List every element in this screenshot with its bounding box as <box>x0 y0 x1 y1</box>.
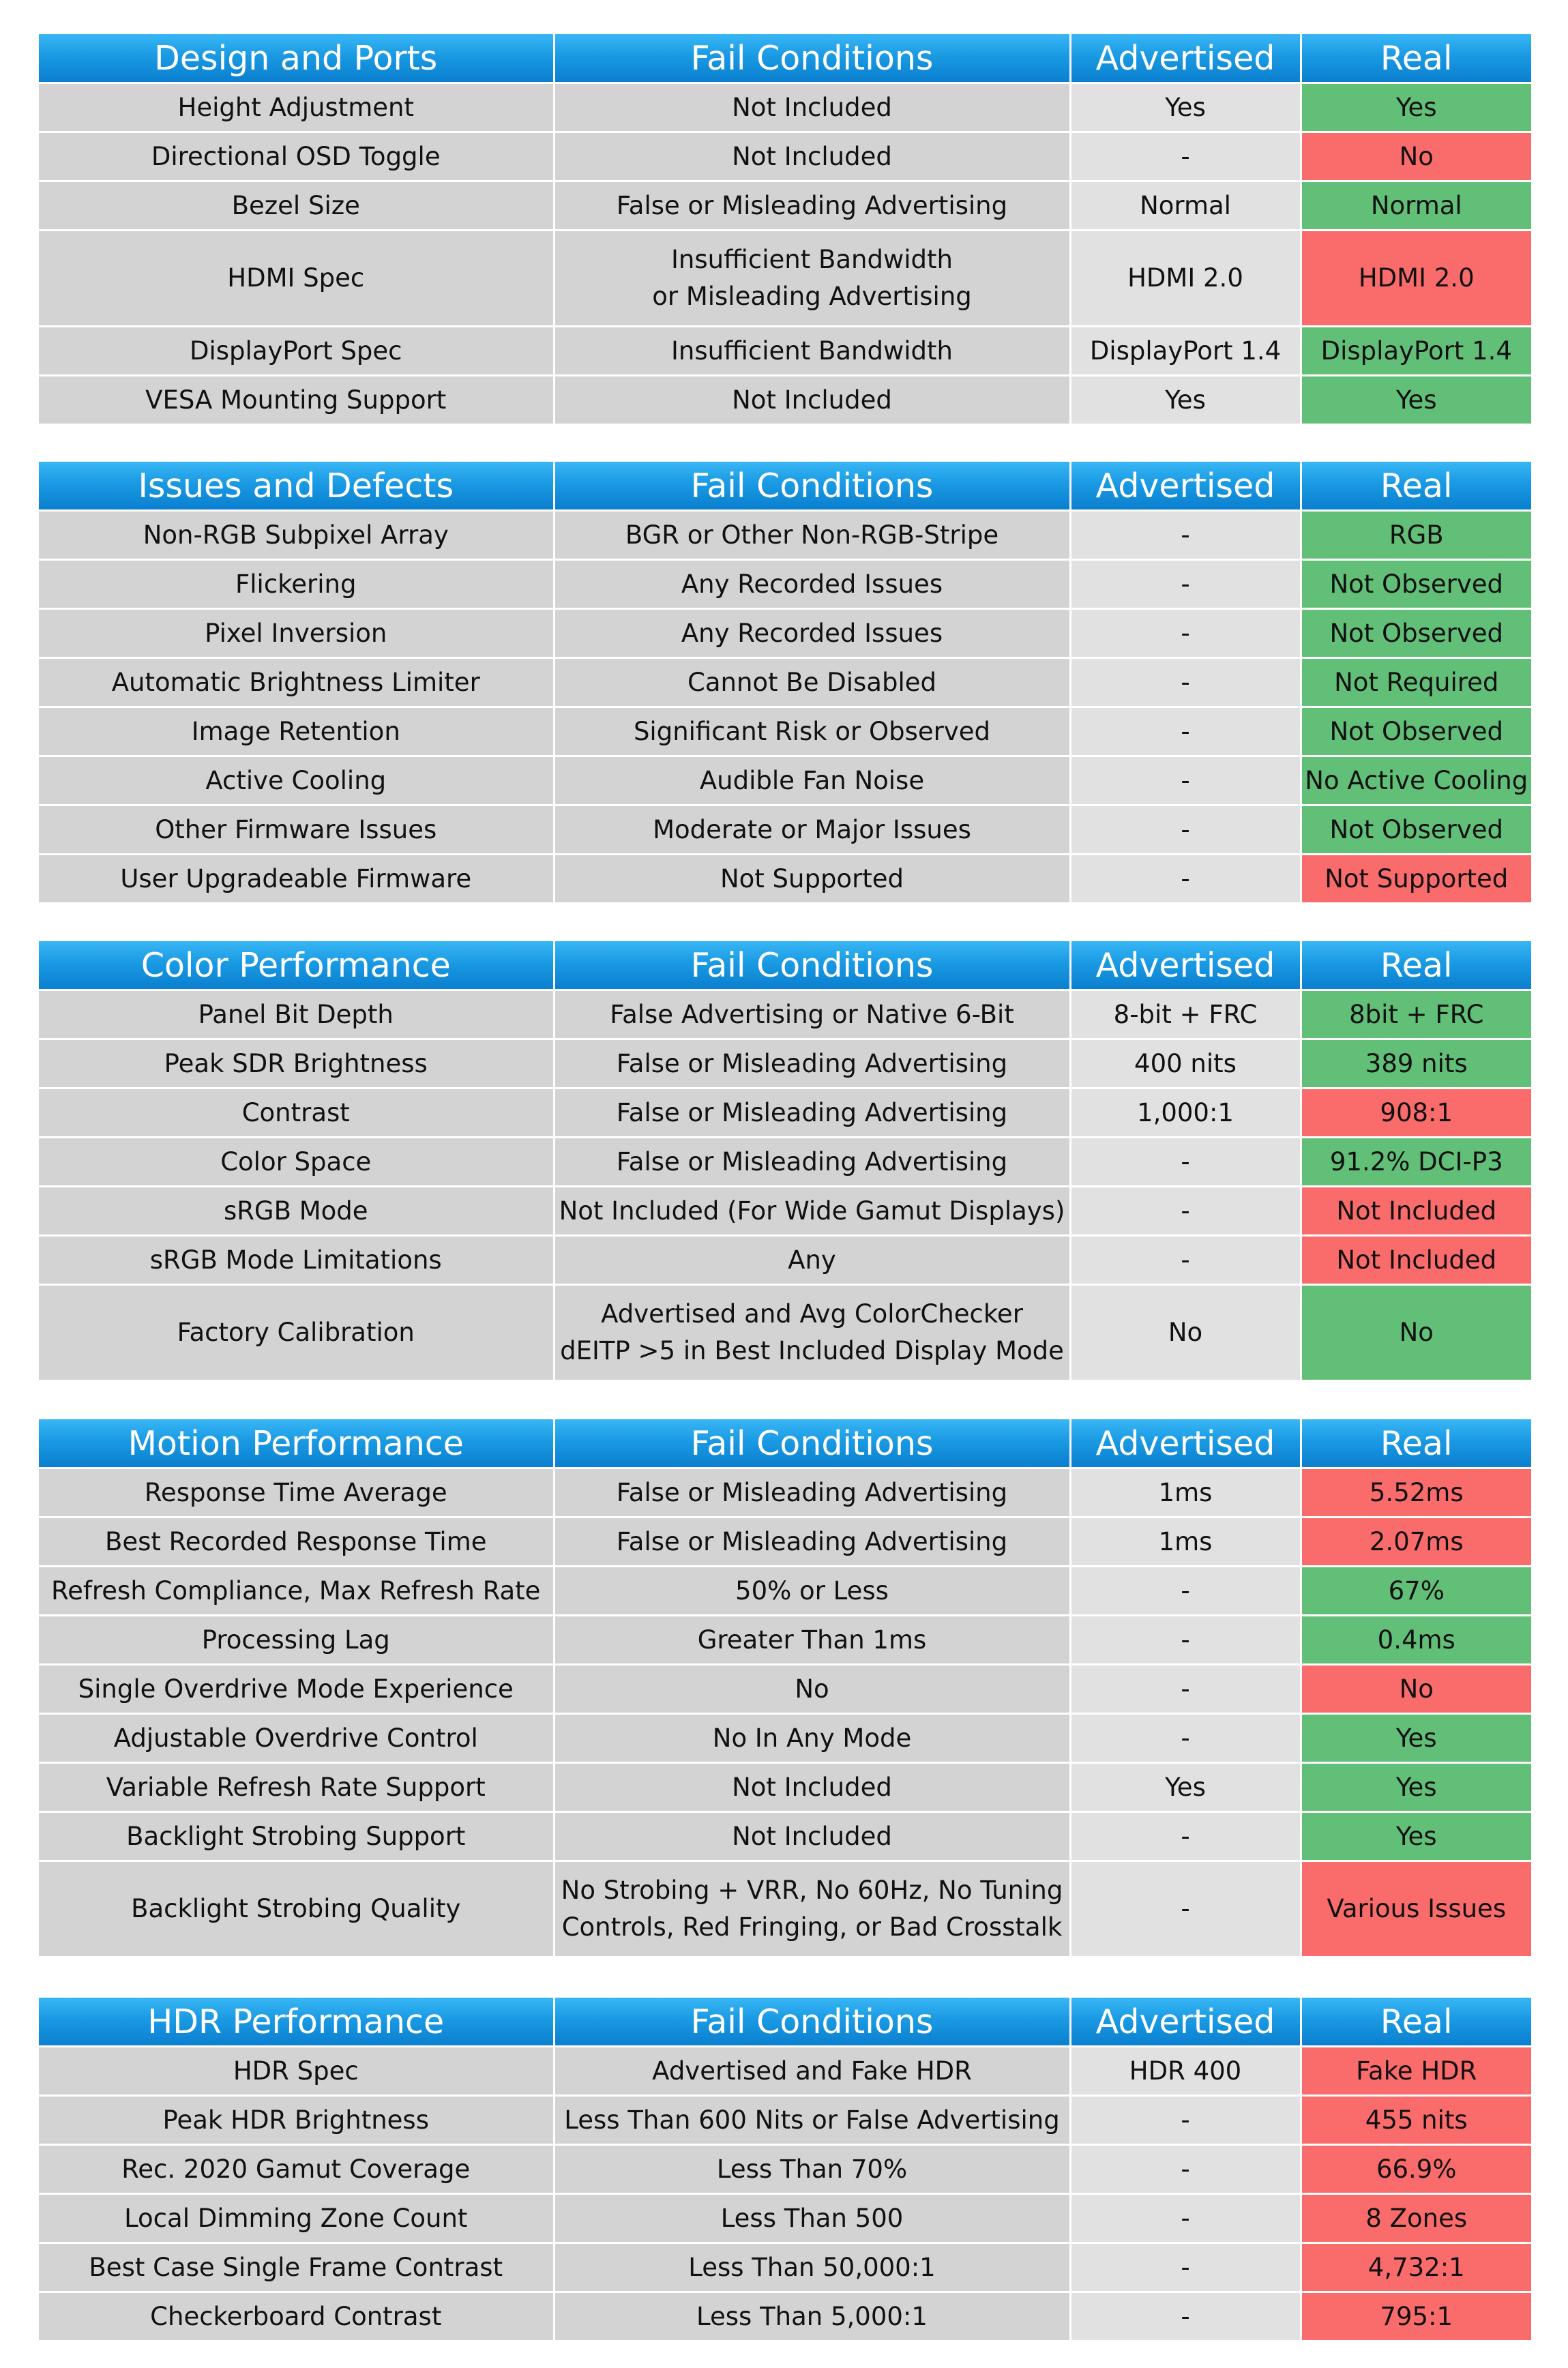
table-row <box>39 756 1531 805</box>
advertised-cell: - <box>1070 1616 1301 1665</box>
comparison-table <box>39 1419 1531 1956</box>
advertised-cell: - <box>1070 1236 1301 1285</box>
comparison-table <box>39 462 1531 902</box>
section-title: Issues and Defects <box>39 462 554 511</box>
table-row <box>39 511 1531 560</box>
advertised-cell: - <box>1070 1567 1301 1616</box>
fail-conditions-cell <box>554 990 1070 1039</box>
advertised-cell: 8-bit + FRC <box>1070 990 1301 1039</box>
fail-conditions-cell <box>554 1616 1070 1665</box>
section-issues-and-defects <box>39 462 1531 902</box>
advertised-header: Advertised <box>1070 1419 1301 1468</box>
fail-condition-line: Advertised and Fake HDR <box>652 2056 972 2086</box>
real-cell: 8 Zones <box>1301 2194 1531 2243</box>
advertised-cell: DisplayPort 1.4 <box>1070 327 1301 376</box>
fail-conditions-cell <box>554 1039 1070 1089</box>
advertised-cell: - <box>1070 1187 1301 1236</box>
feature-cell: VESA Mounting Support <box>39 376 554 424</box>
feature-cell: Other Firmware Issues <box>39 805 554 855</box>
fail-conditions-cell <box>554 707 1070 756</box>
real-cell: 908:1 <box>1301 1089 1531 1138</box>
header-row <box>39 34 1531 83</box>
fail-conditions-header: Fail Conditions <box>554 462 1070 511</box>
real-cell: No <box>1301 1665 1531 1714</box>
advertised-cell: - <box>1070 2096 1301 2145</box>
advertised-cell: - <box>1070 132 1301 181</box>
real-cell: 795:1 <box>1301 2292 1531 2341</box>
table-row <box>39 1812 1531 1861</box>
fail-condition-line: Less Than 600 Nits or False Advertising <box>564 2105 1060 2135</box>
real-cell: RGB <box>1301 511 1531 560</box>
fail-condition-line: Not Included <box>732 92 892 122</box>
advertised-cell: - <box>1070 1714 1301 1763</box>
fail-condition-line: Audible Fan Noise <box>699 765 925 795</box>
real-header: Real <box>1301 34 1531 83</box>
feature-cell: Directional OSD Toggle <box>39 132 554 181</box>
fail-conditions-cell <box>554 1285 1070 1380</box>
real-cell: HDMI 2.0 <box>1301 231 1531 327</box>
fail-conditions-cell <box>554 2194 1070 2243</box>
advertised-header: Advertised <box>1070 941 1301 990</box>
header-row <box>39 1419 1531 1468</box>
table-row <box>39 990 1531 1039</box>
advertised-header: Advertised <box>1070 462 1301 511</box>
advertised-cell: 400 nits <box>1070 1039 1301 1089</box>
real-cell: No <box>1301 1285 1531 1380</box>
fail-condition-line: Less Than 500 <box>720 2203 904 2233</box>
table-row <box>39 805 1531 855</box>
table-row <box>39 132 1531 181</box>
fail-conditions-cell <box>554 83 1070 132</box>
table-row <box>39 327 1531 376</box>
fail-condition-line: False or Misleading Advertising <box>616 1526 1008 1556</box>
feature-cell: Best Case Single Frame Contrast <box>39 2243 554 2292</box>
fail-condition-line: Greater Than 1ms <box>697 1625 927 1655</box>
table-row <box>39 83 1531 132</box>
feature-cell: Peak HDR Brightness <box>39 2096 554 2145</box>
fail-conditions-cell <box>554 1763 1070 1812</box>
table-row <box>39 2194 1531 2243</box>
header-row <box>39 462 1531 511</box>
feature-cell: Contrast <box>39 1089 554 1138</box>
comparison-table <box>39 34 1531 424</box>
fail-condition-line: No Strobing + VRR, No 60Hz, No Tuning <box>561 1876 1063 1906</box>
real-cell: 455 nits <box>1301 2096 1531 2145</box>
fail-condition-line: False or Misleading Advertising <box>616 1146 1008 1176</box>
advertised-cell: - <box>1070 1861 1301 1957</box>
advertised-cell: 1ms <box>1070 1518 1301 1567</box>
real-cell: No <box>1301 132 1531 181</box>
feature-cell: Best Recorded Response Time <box>39 1518 554 1567</box>
fail-condition-line: Cannot Be Disabled <box>687 667 936 697</box>
fail-conditions-cell <box>554 1665 1070 1714</box>
feature-cell: Peak SDR Brightness <box>39 1039 554 1089</box>
table-row <box>39 1763 1531 1812</box>
table-row <box>39 2047 1531 2096</box>
feature-cell: Non-RGB Subpixel Array <box>39 511 554 560</box>
section-motion-performance <box>39 1419 1531 1956</box>
advertised-cell: Yes <box>1070 1763 1301 1812</box>
real-cell: 2.07ms <box>1301 1518 1531 1567</box>
section-design-and-ports <box>39 34 1531 424</box>
fail-conditions-cell <box>554 1236 1070 1285</box>
advertised-cell: No <box>1070 1285 1301 1380</box>
advertised-cell: - <box>1070 560 1301 609</box>
feature-cell: Refresh Compliance, Max Refresh Rate <box>39 1567 554 1616</box>
table-row <box>39 707 1531 756</box>
section-title: Motion Performance <box>39 1419 554 1468</box>
table-row <box>39 2243 1531 2292</box>
fail-conditions-cell <box>554 756 1070 805</box>
advertised-header: Advertised <box>1070 34 1301 83</box>
fail-conditions-cell <box>554 1812 1070 1861</box>
fail-condition-line: False Advertising or Native 6-Bit <box>610 999 1014 1029</box>
fail-conditions-cell <box>554 2145 1070 2194</box>
table-row <box>39 181 1531 231</box>
fail-condition-line: Any Recorded Issues <box>681 618 943 648</box>
fail-conditions-cell <box>554 1518 1070 1567</box>
fail-condition-line: False or Misleading Advertising <box>616 1477 1008 1507</box>
table-row <box>39 1187 1531 1236</box>
table-row <box>39 1567 1531 1616</box>
comparison-table <box>39 941 1531 1380</box>
table-row <box>39 1285 1531 1380</box>
table-row <box>39 376 1531 424</box>
feature-cell: Single Overdrive Mode Experience <box>39 1665 554 1714</box>
table-row <box>39 2145 1531 2194</box>
fail-condition-line: Insufficient Bandwidth <box>671 245 953 275</box>
advertised-cell: Yes <box>1070 83 1301 132</box>
table-row <box>39 609 1531 658</box>
real-cell: 91.2% DCI-P3 <box>1301 1138 1531 1187</box>
fail-condition-line: Insufficient Bandwidth <box>671 336 953 366</box>
real-header: Real <box>1301 1419 1531 1468</box>
feature-cell: Image Retention <box>39 707 554 756</box>
fail-condition-line: False or Misleading Advertising <box>616 1048 1008 1078</box>
real-cell: 5.52ms <box>1301 1468 1531 1518</box>
fail-conditions-cell <box>554 376 1070 424</box>
feature-cell: Variable Refresh Rate Support <box>39 1763 554 1812</box>
fail-condition-line: Controls, Red Fringing, or Bad Crosstalk <box>561 1912 1063 1942</box>
fail-conditions-cell <box>554 855 1070 903</box>
fail-conditions-cell <box>554 560 1070 609</box>
fail-conditions-cell <box>554 609 1070 658</box>
fail-condition-line: Any Recorded Issues <box>681 569 943 599</box>
fail-conditions-cell <box>554 1567 1070 1616</box>
feature-cell: Backlight Strobing Support <box>39 1812 554 1861</box>
advertised-header: Advertised <box>1070 1998 1301 2047</box>
table-row <box>39 1468 1531 1518</box>
advertised-cell: - <box>1070 2145 1301 2194</box>
fail-conditions-cell <box>554 1714 1070 1763</box>
advertised-cell: - <box>1070 658 1301 707</box>
feature-cell: Automatic Brightness Limiter <box>39 658 554 707</box>
fail-condition-line: Advertised and Avg ColorChecker <box>601 1299 1023 1329</box>
section-title: HDR Performance <box>39 1998 554 2047</box>
table-row <box>39 1714 1531 1763</box>
table-row <box>39 1861 1531 1957</box>
fail-conditions-cell <box>554 2047 1070 2096</box>
table-row <box>39 1616 1531 1665</box>
feature-cell: Local Dimming Zone Count <box>39 2194 554 2243</box>
real-cell: 389 nits <box>1301 1039 1531 1089</box>
real-cell: Various Issues <box>1301 1861 1531 1957</box>
advertised-cell: Normal <box>1070 181 1301 231</box>
fail-conditions-header: Fail Conditions <box>554 34 1070 83</box>
real-cell: Fake HDR <box>1301 2047 1531 2096</box>
fail-condition-line: Moderate or Major Issues <box>653 814 971 844</box>
real-cell: Not Observed <box>1301 707 1531 756</box>
feature-cell: Panel Bit Depth <box>39 990 554 1039</box>
fail-conditions-cell <box>554 327 1070 376</box>
real-cell: Not Included <box>1301 1187 1531 1236</box>
section-title: Color Performance <box>39 941 554 990</box>
advertised-cell: 1ms <box>1070 1468 1301 1518</box>
real-cell: Not Supported <box>1301 855 1531 903</box>
table-row <box>39 2292 1531 2341</box>
fail-conditions-cell <box>554 658 1070 707</box>
fail-condition-line: False or Misleading Advertising <box>616 1097 1008 1127</box>
feature-cell: Adjustable Overdrive Control <box>39 1714 554 1763</box>
table-row <box>39 1665 1531 1714</box>
advertised-cell: - <box>1070 756 1301 805</box>
header-row <box>39 941 1531 990</box>
fail-conditions-cell <box>554 132 1070 181</box>
real-header: Real <box>1301 941 1531 990</box>
fail-conditions-header: Fail Conditions <box>554 1998 1070 2047</box>
advertised-cell: HDR 400 <box>1070 2047 1301 2096</box>
real-cell: 0.4ms <box>1301 1616 1531 1665</box>
fail-conditions-cell <box>554 2243 1070 2292</box>
feature-cell: Bezel Size <box>39 181 554 231</box>
table-row <box>39 1138 1531 1187</box>
real-cell: 67% <box>1301 1567 1531 1616</box>
real-cell: DisplayPort 1.4 <box>1301 327 1531 376</box>
fail-conditions-cell <box>554 1187 1070 1236</box>
fail-condition-line: Not Included <box>732 141 892 171</box>
fail-conditions-header: Fail Conditions <box>554 941 1070 990</box>
section-title: Design and Ports <box>39 34 554 83</box>
feature-cell: Height Adjustment <box>39 83 554 132</box>
fail-condition-line: Significant Risk or Observed <box>633 716 991 746</box>
feature-cell: DisplayPort Spec <box>39 327 554 376</box>
fail-conditions-cell <box>554 805 1070 855</box>
real-header: Real <box>1301 462 1531 511</box>
advertised-cell: - <box>1070 2292 1301 2341</box>
fail-condition-line: 50% or Less <box>735 1575 889 1605</box>
real-cell: Not Observed <box>1301 609 1531 658</box>
fail-condition-line: Not Included <box>732 385 892 415</box>
real-cell: Normal <box>1301 181 1531 231</box>
feature-cell: Pixel Inversion <box>39 609 554 658</box>
fail-conditions-cell <box>554 1138 1070 1187</box>
real-cell: 8bit + FRC <box>1301 990 1531 1039</box>
advertised-cell: - <box>1070 805 1301 855</box>
fail-condition-line: Less Than 70% <box>716 2154 908 2184</box>
fail-conditions-cell <box>554 511 1070 560</box>
real-cell: Not Observed <box>1301 805 1531 855</box>
advertised-cell: - <box>1070 1812 1301 1861</box>
feature-cell: User Upgradeable Firmware <box>39 855 554 903</box>
table-row <box>39 560 1531 609</box>
feature-cell: Processing Lag <box>39 1616 554 1665</box>
advertised-cell: - <box>1070 855 1301 903</box>
table-row <box>39 1039 1531 1089</box>
table-row <box>39 658 1531 707</box>
advertised-cell: 1,000:1 <box>1070 1089 1301 1138</box>
fail-condition-line: Not Included <box>732 1772 892 1802</box>
feature-cell: Rec. 2020 Gamut Coverage <box>39 2145 554 2194</box>
real-cell: Yes <box>1301 1714 1531 1763</box>
feature-cell: Factory Calibration <box>39 1285 554 1380</box>
advertised-cell: - <box>1070 1138 1301 1187</box>
real-cell: No Active Cooling <box>1301 756 1531 805</box>
section-color-performance <box>39 941 1531 1380</box>
fail-conditions-cell <box>554 231 1070 327</box>
advertised-cell: - <box>1070 2243 1301 2292</box>
real-cell: 4,732:1 <box>1301 2243 1531 2292</box>
feature-cell: Active Cooling <box>39 756 554 805</box>
real-cell: Yes <box>1301 1763 1531 1812</box>
feature-cell: HDMI Spec <box>39 231 554 327</box>
feature-cell: Flickering <box>39 560 554 609</box>
fail-condition-line: Less Than 50,000:1 <box>688 2252 936 2282</box>
fail-condition-line: Any <box>788 1245 836 1275</box>
fail-conditions-header: Fail Conditions <box>554 1419 1070 1468</box>
fail-conditions-cell <box>554 2292 1070 2341</box>
table-row <box>39 2096 1531 2145</box>
table-row <box>39 231 1531 327</box>
advertised-cell: - <box>1070 707 1301 756</box>
real-header: Real <box>1301 1998 1531 2047</box>
feature-cell: Response Time Average <box>39 1468 554 1518</box>
feature-cell: sRGB Mode <box>39 1187 554 1236</box>
table-row <box>39 1236 1531 1285</box>
fail-condition-line: Less Than 5,000:1 <box>696 2301 928 2331</box>
feature-cell: HDR Spec <box>39 2047 554 2096</box>
comparison-table <box>39 1998 1531 2340</box>
header-row <box>39 1998 1531 2047</box>
fail-conditions-cell <box>554 1089 1070 1138</box>
real-cell: Not Required <box>1301 658 1531 707</box>
table-row <box>39 1518 1531 1567</box>
fail-condition-line: BGR or Other Non-RGB-Stripe <box>625 520 999 550</box>
fail-condition-line: Not Supported <box>720 863 904 893</box>
real-cell: Yes <box>1301 376 1531 424</box>
advertised-cell: - <box>1070 1665 1301 1714</box>
feature-cell: Backlight Strobing Quality <box>39 1861 554 1957</box>
real-cell: Yes <box>1301 1812 1531 1861</box>
fail-conditions-cell <box>554 181 1070 231</box>
advertised-cell: HDMI 2.0 <box>1070 231 1301 327</box>
real-cell: 66.9% <box>1301 2145 1531 2194</box>
feature-cell: sRGB Mode Limitations <box>39 1236 554 1285</box>
fail-conditions-cell <box>554 2096 1070 2145</box>
fail-condition-line: Not Included <box>732 1821 892 1851</box>
feature-cell: Checkerboard Contrast <box>39 2292 554 2341</box>
fail-condition-line: or Misleading Advertising <box>652 282 972 311</box>
table-row <box>39 855 1531 903</box>
fail-condition-line: No <box>795 1674 829 1704</box>
feature-cell: Color Space <box>39 1138 554 1187</box>
section-hdr-performance <box>39 1998 1531 2340</box>
real-cell: Not Observed <box>1301 560 1531 609</box>
fail-condition-line: No In Any Mode <box>712 1723 912 1753</box>
real-cell: Not Included <box>1301 1236 1531 1285</box>
advertised-cell: - <box>1070 511 1301 560</box>
table-row <box>39 1089 1531 1138</box>
advertised-cell: - <box>1070 2194 1301 2243</box>
advertised-cell: Yes <box>1070 376 1301 424</box>
fail-condition-line: False or Misleading Advertising <box>616 190 1008 220</box>
fail-conditions-cell <box>554 1468 1070 1518</box>
fail-conditions-cell <box>554 1861 1070 1957</box>
advertised-cell: - <box>1070 609 1301 658</box>
fail-condition-line: Not Included (For Wide Gamut Displays) <box>559 1196 1065 1226</box>
real-cell: Yes <box>1301 83 1531 132</box>
fail-condition-line: dEITP >5 in Best Included Display Mode <box>560 1336 1064 1365</box>
